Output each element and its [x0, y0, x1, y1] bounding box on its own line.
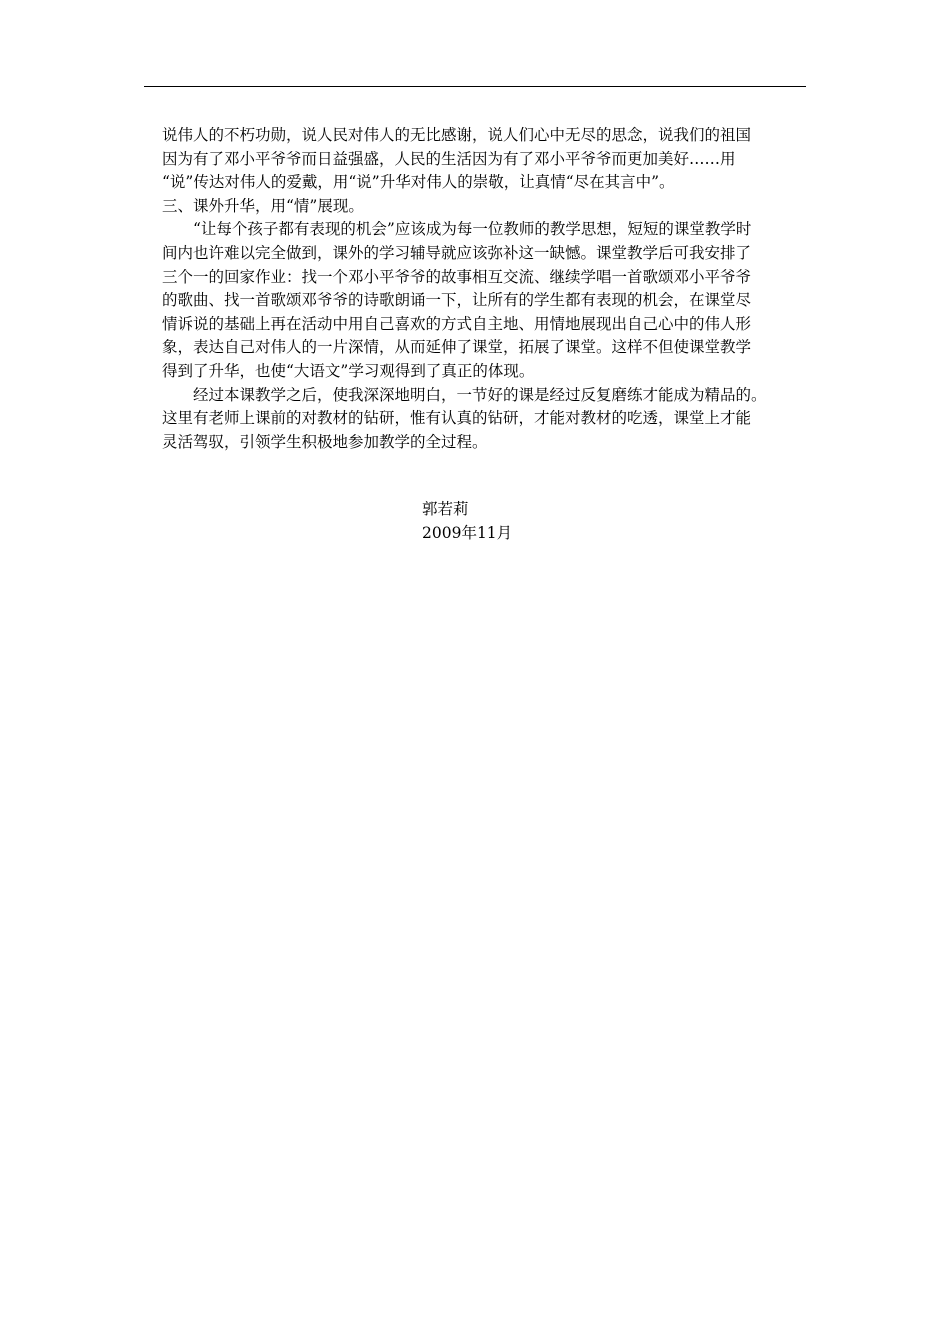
text-line: 的歌曲、找一首歌颂邓爷爷的诗歌朗诵一下，让所有的学生都有表现的机会，在课堂尽	[162, 291, 752, 310]
section-heading: 三、课外升华，用“情”展现。	[162, 196, 364, 215]
signature-date: 2009年11月	[422, 523, 513, 542]
text-line: 这里有老师上课前的对教材的钻研，惟有认真的钻研，才能对教材的吃透，课堂上才能	[162, 409, 752, 428]
text-line: 情诉说的基础上再在活动中用自己喜欢的方式自主地、用情地展现出自己心中的伟人形	[162, 314, 752, 333]
text-line: 得到了升华，也使“大语文”学习观得到了真正的体现。	[162, 361, 535, 380]
text-line: 说伟人的不朽功勋，说人民对伟人的无比感谢，说人们心中无尽的思念，说我们的祖国	[162, 126, 752, 144]
author-name: 郭若莉	[422, 500, 469, 518]
text-line: 间内也许难以完全做到，课外的学习辅导就应该弥补这一缺憾。课堂教学后可我安排了	[162, 243, 752, 262]
header-rule	[144, 86, 806, 87]
signature-block	[422, 498, 512, 545]
text-line: 象，表达自己对伟人的一片深情，从而延伸了课堂，拓展了课堂。这样不但使课堂教学	[162, 338, 752, 357]
text-line: “说”传达对伟人的爱戴，用“说”升华对伟人的崇敬，让真情“尽在其言中”。	[162, 173, 675, 192]
paragraph-start: “让每个孩子都有表现的机会”应该成为每一位教师的教学思想，短短的课堂教学时	[193, 220, 752, 239]
document-body	[162, 124, 812, 454]
text-line: 因为有了邓小平爷爷而日益强盛，人民的生活因为有了邓小平爷爷而更加美好……用	[162, 149, 736, 168]
text-line: 三个一的回家作业：找一个邓小平爷爷的故事相互交流、继续学唱一首歌颂邓小平爷爷	[162, 267, 752, 286]
text-line: 灵活驾驭，引领学生积极地参加教学的全过程。	[162, 432, 488, 451]
paragraph-start: 经过本课教学之后，使我深深地明白，一节好的课是经过反复磨练才能成为精品的。	[193, 385, 767, 404]
